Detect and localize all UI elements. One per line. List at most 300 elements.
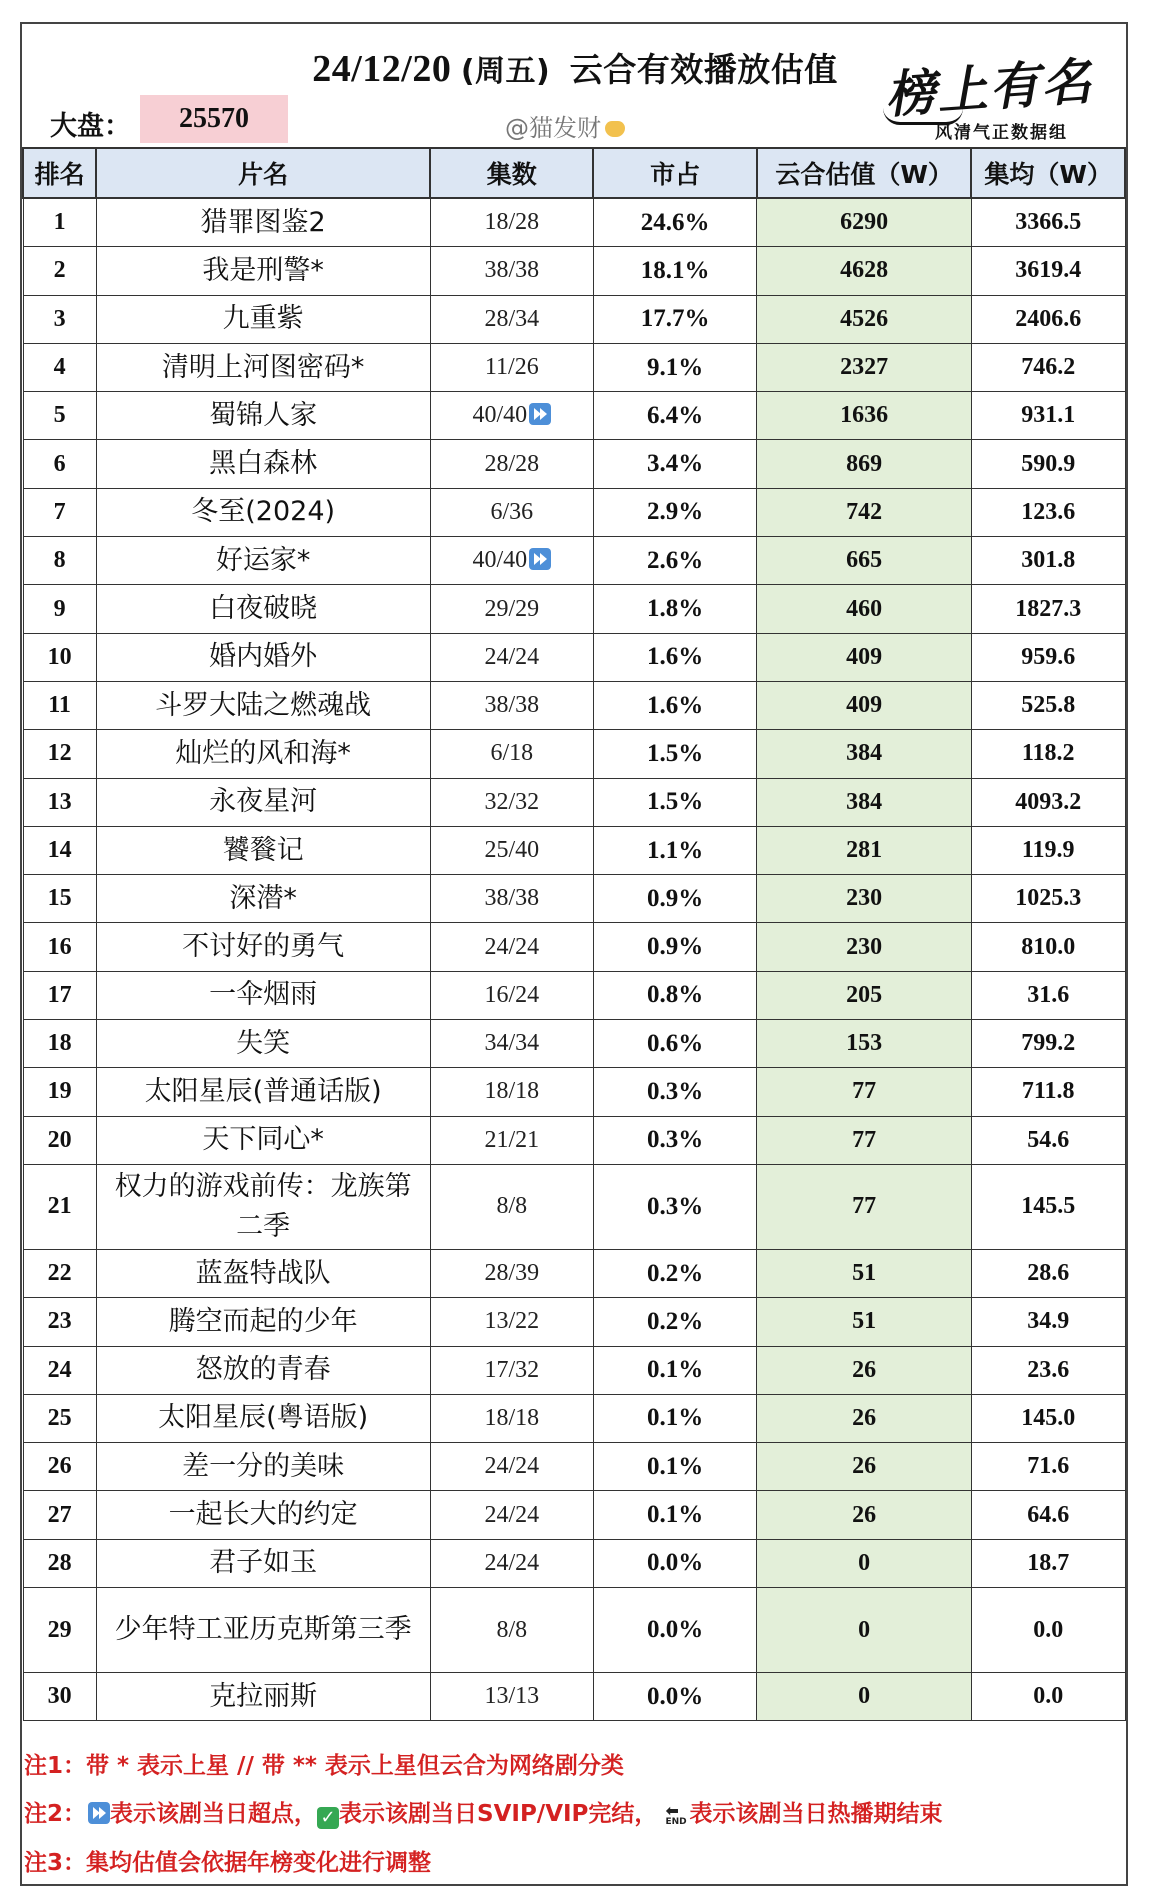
share-cell-text: 18.1% [640, 256, 710, 284]
episodes-cell [430, 778, 593, 826]
rank-cell-text: 6 [53, 450, 66, 477]
value-cell-text: 742 [846, 498, 883, 525]
episodes-cell-text: 32/32 [484, 788, 540, 815]
title-cell [96, 392, 430, 440]
value-cell-text: 205 [846, 981, 883, 1008]
share-cell [593, 1346, 756, 1394]
title-cell-text: 灿烂的风和海* [175, 737, 351, 769]
avg-cell [971, 295, 1125, 343]
table-row [23, 778, 1125, 826]
title-cell-text: 差一分的美味 [182, 1450, 345, 1482]
table-row [23, 1673, 1125, 1721]
value-cell [757, 1491, 972, 1539]
share-cell [593, 971, 756, 1019]
episodes-cell-text: 38/38 [484, 257, 540, 284]
value-cell [757, 585, 972, 633]
rank-cell-text: 24 [47, 1356, 72, 1383]
episodes-cell [430, 1249, 593, 1297]
value-cell-text: 2327 [840, 354, 889, 381]
episodes-cell [430, 343, 593, 391]
avg-cell-text: 2406.6 [1015, 305, 1082, 332]
share-cell-text: 0.6% [647, 1029, 704, 1057]
episodes-cell-text: 40/40 [472, 547, 528, 574]
value-cell-text: 153 [846, 1030, 883, 1057]
title-cell-text: 永夜星河 [209, 786, 318, 818]
value-cell-text: 384 [846, 788, 883, 815]
table-row [23, 1020, 1125, 1068]
rank-cell [23, 537, 96, 585]
episodes-cell-text: 24/24 [484, 1549, 540, 1576]
share-cell-text: 0.1% [647, 1452, 704, 1480]
episodes-cell [430, 488, 593, 536]
avg-cell [971, 392, 1125, 440]
episodes-cell [430, 1346, 593, 1394]
avg-cell-text: 301.8 [1021, 547, 1076, 574]
avg-cell [971, 1116, 1125, 1164]
value-cell [757, 1588, 972, 1673]
rank-cell-text: 2 [53, 257, 66, 284]
value-cell [757, 1539, 972, 1587]
end-icon: ⬅ END [665, 1801, 687, 1827]
share-cell [593, 1249, 756, 1297]
value-cell-text: 0 [858, 1616, 871, 1643]
value-cell-text: 1636 [840, 402, 889, 429]
avg-cell [971, 1491, 1125, 1539]
share-cell [593, 826, 756, 874]
table-row [23, 1539, 1125, 1587]
title-cell-text: 蓝盔特战队 [195, 1257, 331, 1289]
value-cell [757, 681, 972, 729]
episodes-cell-text: 18/28 [484, 209, 540, 236]
episodes-cell-text: 11/26 [484, 354, 539, 381]
rank-cell-text: 19 [47, 1078, 72, 1105]
avg-cell [971, 1588, 1125, 1673]
share-cell [593, 923, 756, 971]
episodes-cell [430, 923, 593, 971]
avg-cell-text: 71.6 [1027, 1453, 1070, 1480]
value-cell [757, 1116, 972, 1164]
title-cell-text: 怒放的青春 [195, 1354, 331, 1386]
share-cell-text: 1.5% [647, 739, 704, 767]
episodes-cell [430, 1394, 593, 1442]
share-cell-text: 1.6% [647, 691, 704, 719]
share-cell-text: 1.6% [647, 643, 704, 671]
title-cell [96, 971, 430, 1019]
avg-cell-text: 28.6 [1027, 1260, 1070, 1287]
title-cell-text: 猎罪图鉴2 [200, 206, 326, 238]
share-cell-text: 0.0% [647, 1616, 704, 1644]
rank-cell-text: 1 [53, 209, 66, 236]
share-cell-text: 0.3% [647, 1077, 704, 1105]
avg-cell [971, 1068, 1125, 1116]
value-cell-text: 665 [846, 547, 883, 574]
share-cell [593, 1491, 756, 1539]
title-cell-text: 少年特工亚历克斯第三季 [114, 1614, 412, 1646]
title-cell-text: 我是刑警* [202, 254, 324, 286]
value-cell [757, 1394, 972, 1442]
table-row [23, 971, 1125, 1019]
share-cell [593, 440, 756, 488]
col-header-value: 云合估值（W） [757, 148, 972, 198]
value-cell-text: 869 [846, 450, 883, 477]
title-cell [96, 295, 430, 343]
avg-cell-text: 0.0 [1033, 1683, 1064, 1710]
avg-cell [971, 247, 1125, 295]
title-cell-text: 深潜* [229, 882, 297, 914]
avg-cell-text: 525.8 [1021, 692, 1076, 719]
value-cell-text: 77 [852, 1193, 877, 1220]
episodes-cell-text: 38/38 [484, 692, 540, 719]
value-cell [757, 826, 972, 874]
rank-cell [23, 1116, 96, 1164]
avg-cell [971, 440, 1125, 488]
share-cell-text: 2.6% [647, 546, 704, 574]
episodes-cell [430, 1116, 593, 1164]
value-cell-text: 26 [852, 1356, 877, 1383]
episodes-cell [430, 971, 593, 1019]
table-row [23, 247, 1125, 295]
rank-cell-text: 9 [53, 595, 66, 622]
note-2-prefix: 注2： [24, 1801, 87, 1827]
title-cell [96, 1298, 430, 1346]
rank-cell-text: 13 [47, 788, 72, 815]
share-cell [593, 488, 756, 536]
table-row [23, 295, 1125, 343]
col-header-name: 片名 [96, 148, 430, 198]
episodes-cell [430, 440, 593, 488]
episodes-cell-text: 18/18 [484, 1078, 540, 1105]
title-cell [96, 1394, 430, 1442]
episodes-cell-text: 38/38 [484, 885, 540, 912]
avg-cell-text: 810.0 [1021, 933, 1076, 960]
share-cell [593, 1068, 756, 1116]
value-cell-text: 0 [858, 1683, 871, 1710]
logo [885, 48, 1100, 148]
table-row [23, 1443, 1125, 1491]
fast-forward-icon [88, 1802, 110, 1824]
rank-cell [23, 778, 96, 826]
rank-cell-text: 3 [53, 305, 66, 332]
author-text: @猫发财 [505, 114, 601, 142]
share-cell-text: 0.9% [647, 884, 704, 912]
share-cell [593, 1298, 756, 1346]
rank-cell-text: 5 [53, 402, 66, 429]
rank-cell [23, 1346, 96, 1394]
share-cell-text: 1.8% [647, 595, 704, 623]
episodes-cell-text: 16/24 [484, 981, 540, 1008]
avg-cell [971, 1394, 1125, 1442]
share-cell-text: 0.1% [647, 1404, 704, 1432]
title-cell-text: 蜀锦人家 [209, 399, 318, 431]
title-weekday: (周五) [460, 54, 551, 89]
title-cell-text: 不讨好的勇气 [182, 931, 345, 963]
share-cell [593, 1394, 756, 1442]
value-cell-text: 26 [852, 1501, 877, 1528]
avg-cell [971, 1298, 1125, 1346]
rank-cell [23, 1394, 96, 1442]
title-cell [96, 343, 430, 391]
share-cell [593, 343, 756, 391]
share-cell-text: 0.3% [647, 1192, 704, 1220]
episodes-cell [430, 1588, 593, 1673]
avg-cell-text: 31.6 [1027, 981, 1070, 1008]
table-row [23, 585, 1125, 633]
avg-cell-text: 145.5 [1021, 1193, 1076, 1220]
avg-cell-text: 746.2 [1021, 354, 1076, 381]
title-cell-text: 腾空而起的少年 [168, 1305, 358, 1337]
title-cell-text: 黑白森林 [209, 448, 318, 480]
share-cell-text: 1.1% [647, 836, 704, 864]
rank-cell [23, 633, 96, 681]
avg-cell [971, 343, 1125, 391]
value-cell-text: 26 [852, 1453, 877, 1480]
episodes-cell-text: 6/36 [490, 498, 534, 525]
rank-cell-text: 20 [47, 1126, 72, 1153]
title-cell-text: 太阳星辰(普通话版) [144, 1075, 382, 1107]
avg-cell-text: 799.2 [1021, 1030, 1076, 1057]
rank-cell-text: 29 [47, 1616, 72, 1643]
rank-cell [23, 1443, 96, 1491]
avg-cell [971, 1539, 1125, 1587]
episodes-cell [430, 295, 593, 343]
episodes-cell-text: 34/34 [484, 1030, 540, 1057]
episodes-cell [430, 537, 593, 585]
logo-subtitle: 风清气正数据组 [935, 123, 1068, 143]
value-cell [757, 343, 972, 391]
value-cell [757, 1249, 972, 1297]
title-cell [96, 247, 430, 295]
episodes-cell-text: 8/8 [496, 1616, 528, 1643]
avg-cell-text: 145.0 [1021, 1404, 1076, 1431]
share-cell [593, 1020, 756, 1068]
avg-cell-text: 4093.2 [1015, 788, 1082, 815]
note-2-b: 表示该剧当日SVIP/VIP完结， [339, 1801, 658, 1827]
note-2-a: 表示该剧当日超点， [110, 1801, 318, 1827]
title-text: 云合有效播放估值 [569, 50, 838, 89]
episodes-cell [430, 826, 593, 874]
episodes-cell [430, 198, 593, 247]
avg-cell-text: 1025.3 [1015, 885, 1082, 912]
value-cell-text: 409 [846, 692, 883, 719]
avg-cell [971, 488, 1125, 536]
rank-cell [23, 1249, 96, 1297]
rank-cell-text: 18 [47, 1030, 72, 1057]
table-row [23, 1068, 1125, 1116]
rank-cell [23, 440, 96, 488]
table-row [23, 1164, 1125, 1249]
share-cell-text: 24.6% [640, 208, 710, 236]
title-cell-text: 饕餮记 [222, 834, 304, 866]
value-cell [757, 633, 972, 681]
avg-cell [971, 1673, 1125, 1721]
episodes-cell-text: 21/21 [484, 1126, 540, 1153]
table-row [23, 681, 1125, 729]
value-cell-text: 0 [858, 1549, 871, 1576]
title-cell [96, 1116, 430, 1164]
avg-cell-text: 931.1 [1021, 402, 1076, 429]
value-cell [757, 488, 972, 536]
cat-icon [605, 121, 625, 137]
rank-cell [23, 1298, 96, 1346]
value-cell [757, 1443, 972, 1491]
episodes-cell [430, 1164, 593, 1249]
episodes-cell-text: 40/40 [472, 402, 528, 429]
table-row [23, 1588, 1125, 1673]
share-cell [593, 198, 756, 247]
title-cell [96, 198, 430, 247]
avg-cell-text: 118.2 [1021, 740, 1075, 767]
avg-cell-text: 959.6 [1021, 643, 1076, 670]
fast-forward-icon [529, 403, 551, 425]
title-cell-text: 九重紫 [222, 303, 304, 335]
rank-cell [23, 343, 96, 391]
title-cell [96, 875, 430, 923]
rank-cell [23, 730, 96, 778]
episodes-cell-text: 13/22 [484, 1308, 540, 1335]
rank-cell [23, 923, 96, 971]
avg-cell [971, 730, 1125, 778]
episodes-cell-text: 24/24 [484, 933, 540, 960]
rank-cell [23, 1068, 96, 1116]
share-cell-text: 0.1% [647, 1356, 704, 1384]
value-cell [757, 778, 972, 826]
share-cell-text: 9.1% [647, 353, 704, 381]
share-cell-text: 0.3% [647, 1126, 704, 1154]
rank-cell-text: 26 [47, 1453, 72, 1480]
episodes-cell-text: 24/24 [484, 1501, 540, 1528]
rank-cell-text: 16 [47, 933, 72, 960]
rank-cell [23, 392, 96, 440]
title-date: 24/12/20 [312, 48, 452, 90]
value-cell [757, 295, 972, 343]
avg-cell-text: 54.6 [1027, 1126, 1070, 1153]
episodes-cell-text: 28/34 [484, 305, 540, 332]
share-cell-text: 0.9% [647, 933, 704, 961]
col-header-avg: 集均（W） [971, 148, 1125, 198]
title-cell [96, 1249, 430, 1297]
episodes-cell-text: 18/18 [484, 1404, 540, 1431]
table-row [23, 537, 1125, 585]
value-cell-text: 230 [846, 885, 883, 912]
episodes-cell [430, 1673, 593, 1721]
share-cell-text: 3.4% [647, 450, 704, 478]
rank-cell-text: 28 [47, 1549, 72, 1576]
title-cell-text: 克拉丽斯 [209, 1680, 318, 1712]
share-cell-text: 2.9% [647, 498, 704, 526]
share-cell [593, 1673, 756, 1721]
avg-cell [971, 1346, 1125, 1394]
title-cell [96, 1491, 430, 1539]
value-cell [757, 440, 972, 488]
value-cell [757, 537, 972, 585]
share-cell [593, 247, 756, 295]
share-cell [593, 778, 756, 826]
rank-cell-text: 22 [47, 1260, 72, 1287]
episodes-cell-text: 25/40 [484, 837, 540, 863]
table-header-row [23, 148, 1125, 198]
avg-cell [971, 1443, 1125, 1491]
title-cell [96, 585, 430, 633]
table-row [23, 1346, 1125, 1394]
episodes-cell [430, 585, 593, 633]
rank-cell [23, 295, 96, 343]
table-row [23, 1298, 1125, 1346]
rank-cell-text: 30 [47, 1683, 72, 1710]
title-cell [96, 488, 430, 536]
value-cell [757, 247, 972, 295]
avg-cell [971, 633, 1125, 681]
value-cell-text: 4628 [840, 257, 889, 284]
share-cell-text: 0.1% [647, 1501, 704, 1529]
note-2-c: 表示该剧当日热播期结束 [689, 1801, 943, 1827]
share-cell-text: 1.5% [647, 788, 704, 816]
avg-cell-text: 34.9 [1027, 1308, 1070, 1335]
title-cell-text: 婚内婚外 [209, 641, 318, 673]
value-cell-text: 460 [846, 595, 883, 622]
value-cell [757, 1673, 972, 1721]
rank-cell [23, 488, 96, 536]
share-cell [593, 1164, 756, 1249]
episodes-cell-text: 28/28 [484, 450, 540, 477]
share-cell-text: 0.0% [647, 1549, 704, 1577]
value-cell-text: 77 [852, 1078, 877, 1105]
value-cell-text: 6290 [840, 209, 889, 236]
value-cell [757, 923, 972, 971]
value-cell-text: 26 [852, 1404, 877, 1431]
episodes-cell [430, 1020, 593, 1068]
value-cell [757, 1346, 972, 1394]
rank-cell-text: 10 [47, 643, 72, 670]
episodes-cell [430, 1068, 593, 1116]
value-cell-text: 384 [846, 740, 883, 767]
share-cell [593, 1539, 756, 1587]
share-cell [593, 633, 756, 681]
share-cell [593, 392, 756, 440]
title-cell [96, 730, 430, 778]
episodes-cell-text: 8/8 [496, 1193, 528, 1220]
fast-forward-icon [529, 548, 551, 570]
avg-cell-text: 3619.4 [1015, 257, 1082, 284]
share-cell-text: 0.0% [647, 1682, 704, 1710]
table-row [23, 198, 1125, 247]
value-cell [757, 198, 972, 247]
rank-cell [23, 1164, 96, 1249]
rank-cell-text: 14 [47, 837, 72, 863]
avg-cell-text: 123.6 [1021, 498, 1076, 525]
table-row [23, 343, 1125, 391]
value-cell [757, 1068, 972, 1116]
episodes-cell [430, 681, 593, 729]
table-row [23, 1116, 1125, 1164]
title-cell [96, 1164, 430, 1249]
avg-cell-text: 590.9 [1021, 450, 1076, 477]
value-cell [757, 730, 972, 778]
table-row [23, 730, 1125, 778]
title-cell [96, 1673, 430, 1721]
episodes-cell-text: 29/29 [484, 595, 540, 622]
table-row [23, 488, 1125, 536]
rank-cell [23, 681, 96, 729]
episodes-cell [430, 247, 593, 295]
col-header-share: 市占 [593, 148, 756, 198]
rank-cell [23, 247, 96, 295]
title-cell [96, 1020, 430, 1068]
title-cell-text: 好运家* [215, 544, 311, 576]
rank-cell-text: 25 [47, 1404, 72, 1431]
share-cell [593, 1116, 756, 1164]
title-cell [96, 1539, 430, 1587]
title-cell [96, 537, 430, 585]
